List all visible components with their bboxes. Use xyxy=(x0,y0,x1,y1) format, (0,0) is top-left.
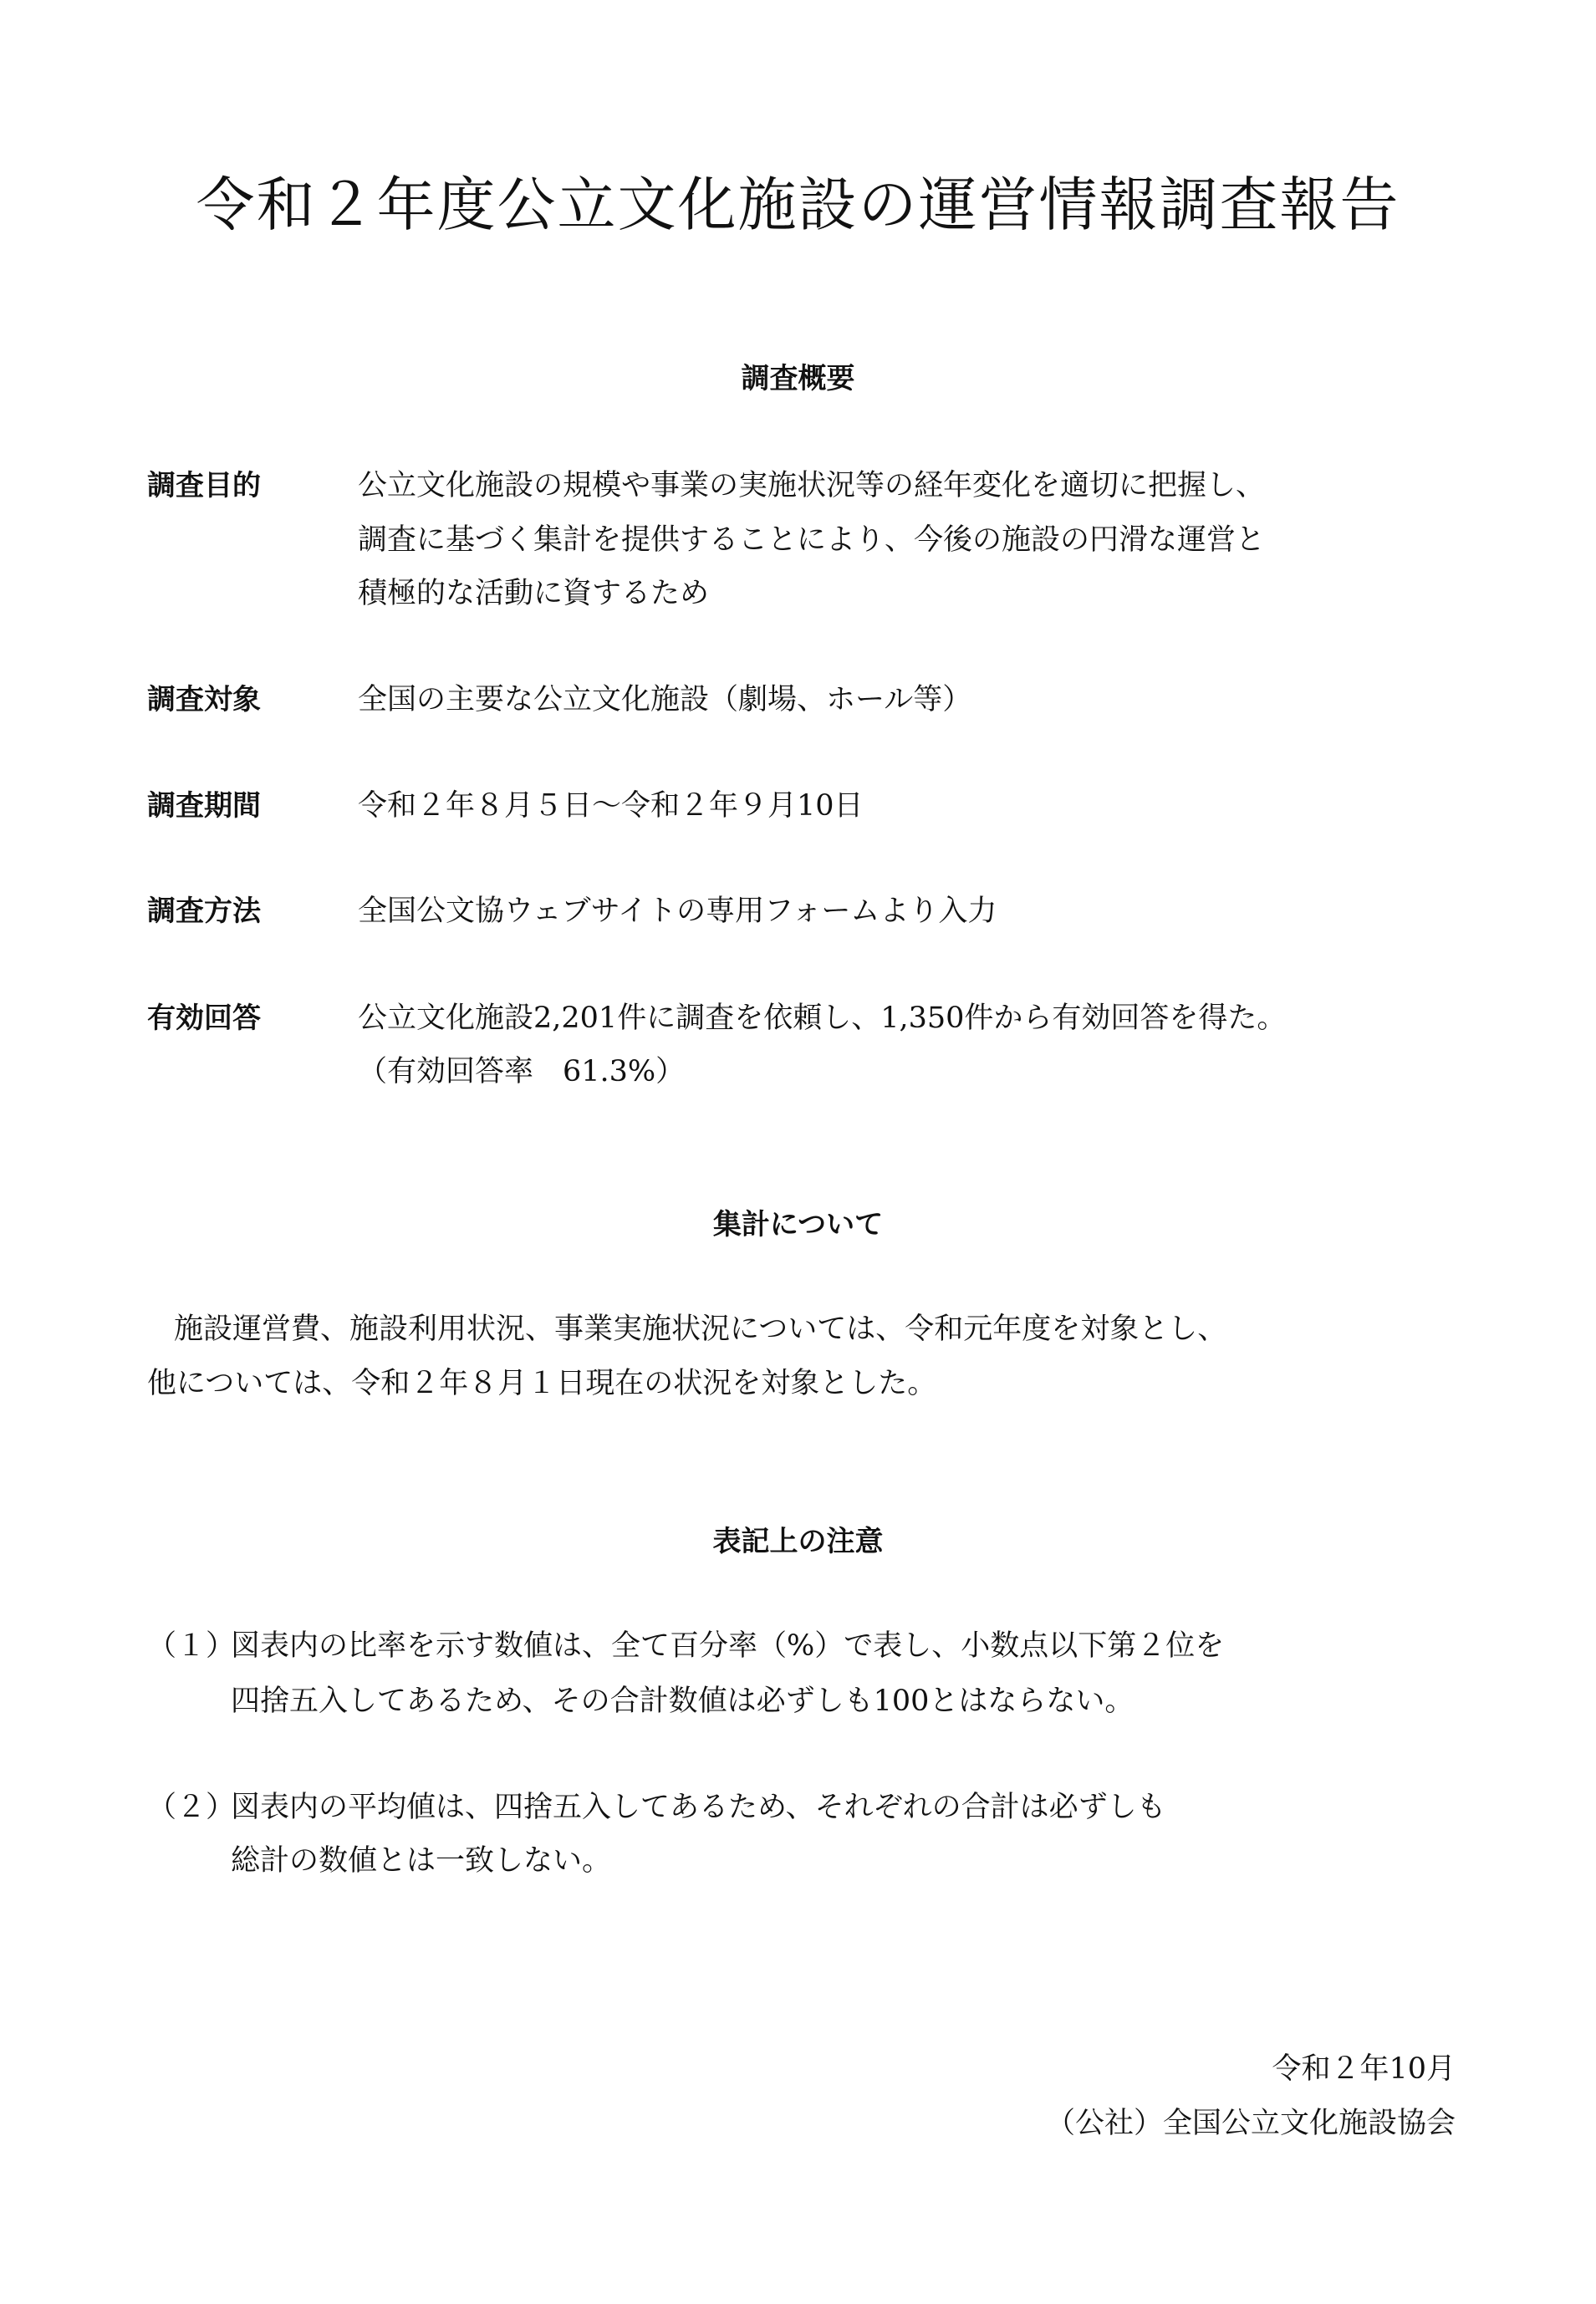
publisher-name: （公社）全国公立文化施設協会 xyxy=(1045,2107,1456,2140)
notes-heading: 表記上の注意 xyxy=(712,1525,884,1558)
target-label: 調査対象 xyxy=(147,683,261,716)
period-value: 令和２年８月５日～令和２年９月10日 xyxy=(358,789,864,823)
responses-line-2: （有効回答率 61.3%） xyxy=(358,1055,686,1088)
issue-date: 令和２年10月 xyxy=(1272,2052,1456,2086)
purpose-line-2: 調査に基づく集計を提供することにより、今後の施設の円滑な運営と xyxy=(358,523,1266,557)
purpose-line-3: 積極的な活動に資するため xyxy=(358,577,710,610)
aggregation-line-2: 他については、令和２年８月１日現在の状況を対象とした。 xyxy=(147,1367,937,1400)
target-value: 全国の主要な公立文化施設（劇場、ホール等） xyxy=(358,683,972,716)
note-1-line-2: 四捨五入してあるため、その合計数値は必ずしも100とはならない。 xyxy=(231,1685,1135,1718)
note-2-number: （２） xyxy=(147,1791,236,1824)
purpose-label: 調査目的 xyxy=(147,469,261,502)
overview-heading: 調査概要 xyxy=(741,362,855,395)
note-1-line-1: 図表内の比率を示す数値は、全て百分率（%）で表し、小数点以下第２位を xyxy=(231,1629,1225,1663)
note-2-line-2: 総計の数値とは一致しない。 xyxy=(231,1844,612,1878)
purpose-line-1: 公立文化施設の規模や事業の実施状況等の経年変化を適切に把握し、 xyxy=(358,469,1266,502)
method-label: 調査方法 xyxy=(147,895,261,928)
document-title: 令和２年度公立文化施設の運営情報調査報告 xyxy=(196,171,1400,239)
aggregation-heading: 集計について xyxy=(712,1208,884,1241)
note-1-number: （１） xyxy=(147,1629,236,1663)
note-2-line-1: 図表内の平均値は、四捨五入してあるため、それぞれの合計は必ずしも xyxy=(231,1791,1166,1824)
responses-label: 有効回答 xyxy=(147,1002,261,1035)
method-value: 全国公文協ウェブサイトの専用フォームより入力 xyxy=(358,895,997,928)
aggregation-line-1: 施設運営費、施設利用状況、事業実施状況については、令和元年度を対象とし、 xyxy=(174,1313,1227,1346)
responses-line-1: 公立文化施設2,201件に調査を依頼し、1,350件から有効回答を得た。 xyxy=(358,1002,1287,1035)
period-label: 調査期間 xyxy=(147,789,261,823)
